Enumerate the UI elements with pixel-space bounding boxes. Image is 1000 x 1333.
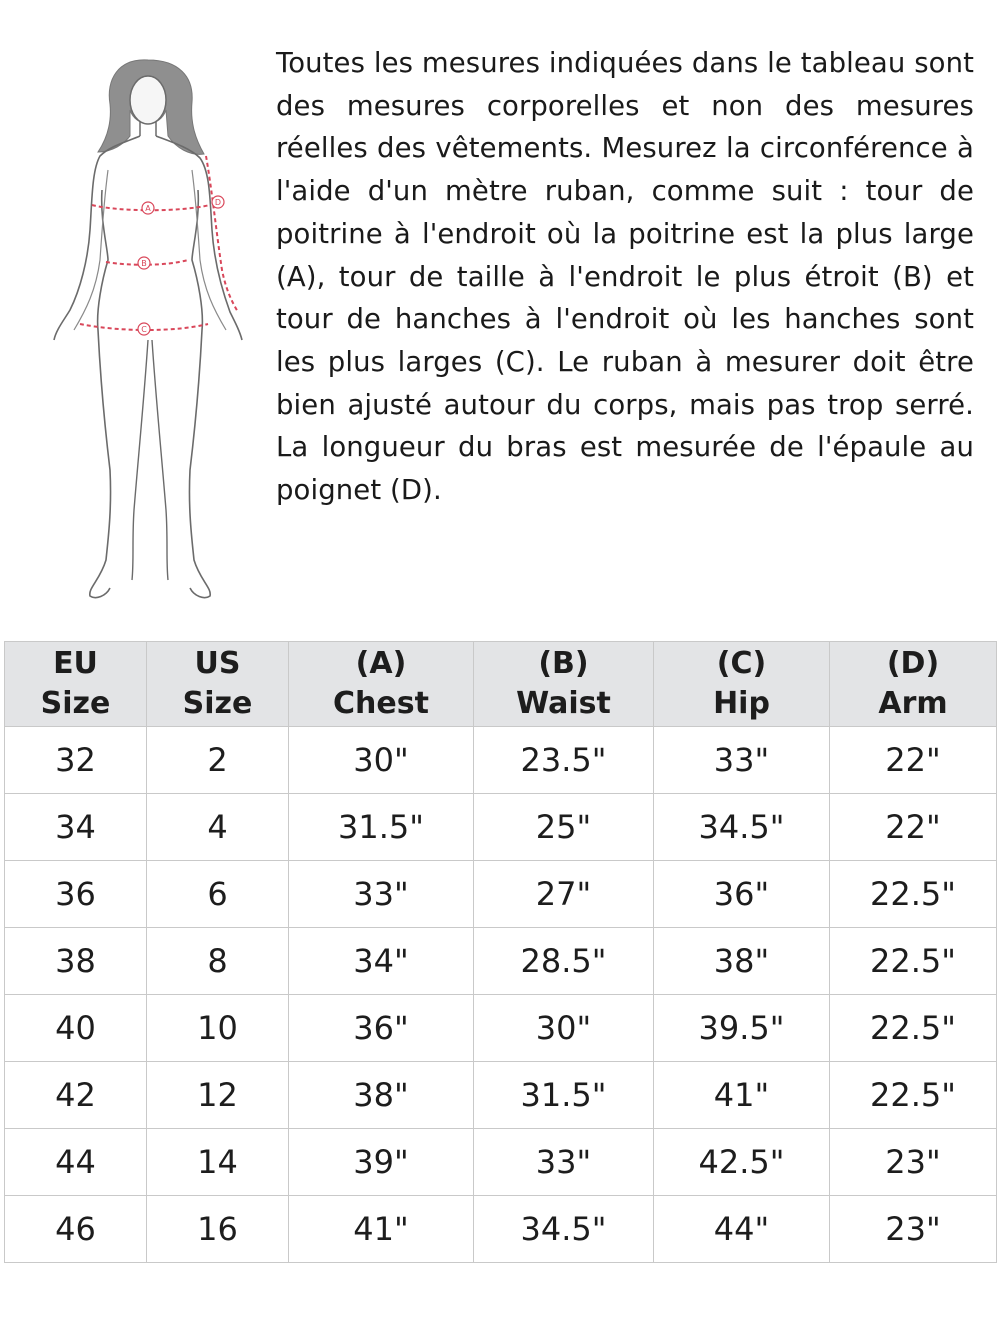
svg-text:B: B — [141, 259, 147, 268]
cell-arm: 22.5" — [830, 928, 997, 995]
cell-us-size: 10 — [147, 995, 289, 1062]
cell-chest: 33" — [289, 861, 474, 928]
table-row — [5, 861, 997, 928]
table-row — [5, 1196, 997, 1263]
table-row — [5, 995, 997, 1062]
cell-chest: 41" — [289, 1196, 474, 1263]
measurement-instructions: Toutes les mesures indiquées dans le tableau sont des mesures corporelles et non des mesures réelles des vêtements. Mesurez la circonférence à l'aide d'un mètre ruban, comme suit : tour de poitrine à l'endroit où la poitrine est la plus large (A), tour de taille à l'endroit le plus étroit (B) et tour de hanches à l'endroit où les hanches sont les plus larges (C). Le ruban à mesurer doit être bien ajusté autour du corps, mais pas trop serré. La longueur du bras est mesurée de l'épaule au poignet (D). — [276, 47, 974, 507]
cell-waist: 31.5" — [474, 1062, 654, 1129]
cell-us-size: 8 — [147, 928, 289, 995]
cell-arm: 22.5" — [830, 995, 997, 1062]
table-row — [5, 928, 997, 995]
svg-text:C: C — [141, 325, 147, 334]
cell-arm: 23" — [830, 1196, 997, 1263]
table-row — [5, 1129, 997, 1196]
cell-eu-size: 46 — [5, 1196, 147, 1263]
cell-hip: 44" — [654, 1196, 830, 1263]
cell-arm: 22.5" — [830, 861, 997, 928]
woman-silhouette-illustration — [40, 40, 260, 610]
table-row — [5, 794, 997, 861]
cell-arm: 23" — [830, 1129, 997, 1196]
cell-waist: 34.5" — [474, 1196, 654, 1263]
body-measurement-figure — [40, 40, 260, 610]
header-eu-size: EU Size — [5, 642, 147, 727]
table-row — [5, 1062, 997, 1129]
cell-hip: 36" — [654, 861, 830, 928]
svg-text:D: D — [214, 198, 222, 207]
cell-waist: 33" — [474, 1129, 654, 1196]
header-waist: (B) Waist — [474, 642, 654, 727]
cell-eu-size: 38 — [5, 928, 147, 995]
cell-hip: 33" — [654, 727, 830, 794]
cell-hip: 38" — [654, 928, 830, 995]
cell-arm: 22" — [830, 794, 997, 861]
header-chest: (A) Chest — [289, 642, 474, 727]
cell-hip: 39.5" — [654, 995, 830, 1062]
cell-hip: 41" — [654, 1062, 830, 1129]
cell-waist: 28.5" — [474, 928, 654, 995]
cell-us-size: 6 — [147, 861, 289, 928]
cell-chest: 34" — [289, 928, 474, 995]
cell-chest: 30" — [289, 727, 474, 794]
cell-chest: 38" — [289, 1062, 474, 1129]
table-row — [5, 727, 997, 794]
cell-arm: 22" — [830, 727, 997, 794]
cell-arm: 22.5" — [830, 1062, 997, 1129]
cell-us-size: 2 — [147, 727, 289, 794]
cell-us-size: 4 — [147, 794, 289, 861]
cell-us-size: 12 — [147, 1062, 289, 1129]
cell-eu-size: 40 — [5, 995, 147, 1062]
cell-waist: 25" — [474, 794, 654, 861]
header-us-size: US Size — [147, 642, 289, 727]
svg-text:A: A — [145, 204, 151, 213]
cell-eu-size: 34 — [5, 794, 147, 861]
header-hip: (C) Hip — [654, 642, 830, 727]
cell-us-size: 16 — [147, 1196, 289, 1263]
table-header-row — [5, 642, 997, 727]
cell-eu-size: 32 — [5, 727, 147, 794]
cell-hip: 34.5" — [654, 794, 830, 861]
cell-eu-size: 42 — [5, 1062, 147, 1129]
cell-waist: 23.5" — [474, 727, 654, 794]
cell-waist: 30" — [474, 995, 654, 1062]
cell-chest: 31.5" — [289, 794, 474, 861]
cell-eu-size: 44 — [5, 1129, 147, 1196]
size-chart-table — [4, 641, 997, 1263]
header-arm: (D) Arm — [830, 642, 997, 727]
cell-waist: 27" — [474, 861, 654, 928]
cell-chest: 36" — [289, 995, 474, 1062]
cell-hip: 42.5" — [654, 1129, 830, 1196]
cell-chest: 39" — [289, 1129, 474, 1196]
cell-eu-size: 36 — [5, 861, 147, 928]
cell-us-size: 14 — [147, 1129, 289, 1196]
